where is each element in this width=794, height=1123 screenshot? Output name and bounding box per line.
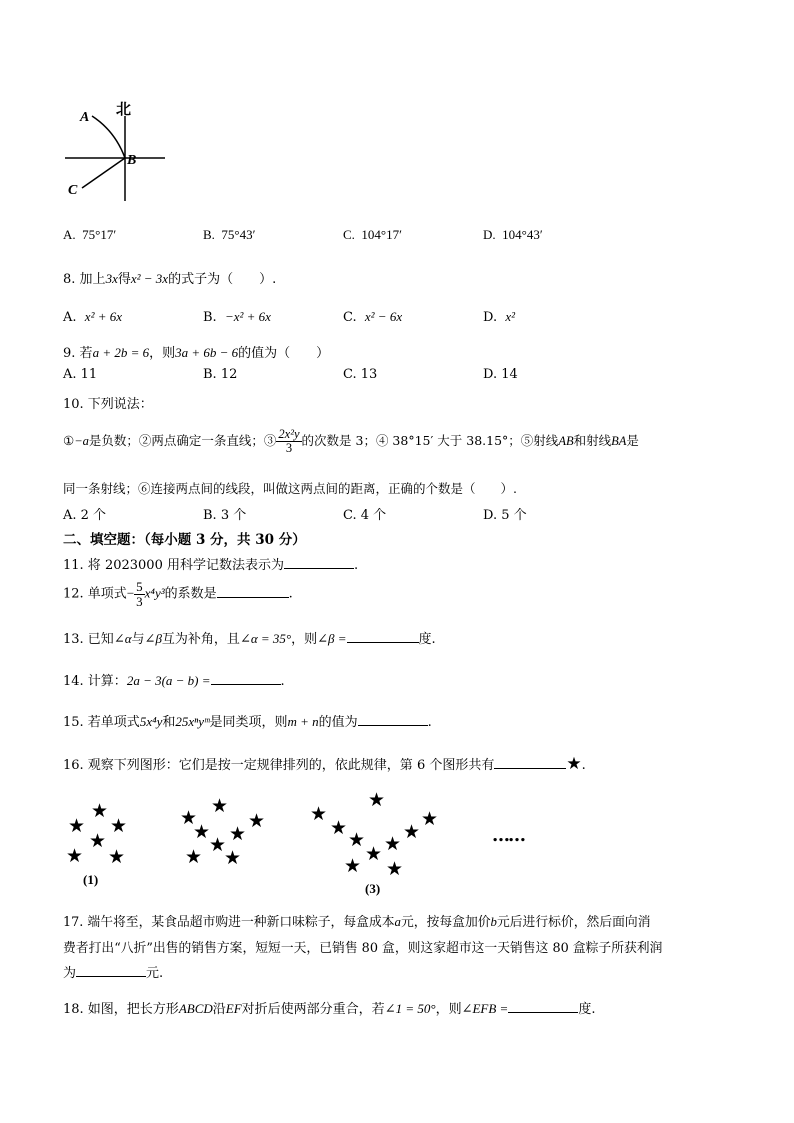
q8-option-c: C. x² − 6x (343, 309, 403, 325)
q9-option-a: A. 11 (63, 367, 98, 382)
star-icon: ★ (344, 855, 362, 877)
q7-option-b: B. 75°43′ (203, 227, 256, 242)
ray-ba (92, 116, 125, 158)
star-icon: ★ (566, 754, 582, 774)
q17-line3: 为 元. (63, 962, 163, 981)
point-a-label: A (80, 110, 90, 125)
star-icon: ★ (368, 789, 386, 811)
star-icon: ★ (108, 846, 126, 868)
star-icon: ★ (229, 823, 247, 845)
star-icon: ★ (68, 815, 86, 837)
star-icon: ★ (211, 795, 229, 817)
star-icon: ★ (110, 815, 128, 837)
point-b-label: B (127, 153, 137, 168)
q8-option-b: B. −x² + 6x (203, 309, 271, 325)
star-icon: ★ (365, 843, 383, 865)
q12: 12. 单项式− $\frac{5}{3}$ x⁴y³的系数是 . (63, 579, 293, 609)
q9-stem: 9. 若a + 2b = 6，则3a + 6b − 6的值为（ ） (63, 345, 330, 361)
q15: 15. 若单项式5x⁴y和25xⁿyᵐ是同类项，则m + n的值为 . (63, 711, 432, 730)
figure-3-label: (3) (365, 881, 381, 896)
q9-option-c: C. 13 (343, 367, 378, 382)
ellipsis: …… (492, 825, 524, 846)
q10-option-c: C. 4 个 (343, 508, 387, 523)
q7-option-d: D. 104°43′ (483, 227, 543, 242)
q17-blank[interactable] (76, 962, 146, 977)
star-icon: ★ (421, 808, 439, 830)
q13: 13. 已知∠α与∠β互为补角，且∠α = 35°，则∠β = 度. (63, 628, 436, 647)
q18-blank[interactable] (508, 998, 578, 1013)
section-2-title: 二、填空题：（每小题 3 分，共 30 分） (63, 532, 306, 548)
q18: 18. 如图，把长方形ABCD沿EF对折后使两部分重合，若∠1 = 50°，则∠EFB = 度. (63, 998, 595, 1017)
star-icon: ★ (330, 817, 348, 839)
star-icon: ★ (224, 847, 242, 869)
q12-fraction: $\frac{5}{3}$ (136, 579, 143, 609)
figure-1-label: (1) (83, 872, 99, 887)
q17-line1: 17. 端午将至，某食品超市购进一种新口味粽子，每盒成本a元，按每盒加价b元后进行标价，然后面向消 (63, 915, 651, 930)
q10-line1: ①−a是负数；②两点确定一条直线；③ $\frac{\text{2x²y}}{3}$ 的次数是 3；④ 38°15′ 大于 38.15°；⑤射线AB和射线BA是 (63, 427, 639, 456)
q7-option-a: A. 75°17′ (63, 227, 117, 242)
ray-bc (82, 158, 125, 188)
star-icon: ★ (91, 800, 109, 822)
star-icon: ★ (310, 803, 328, 825)
star-icon: ★ (403, 821, 421, 843)
q15-blank[interactable] (358, 711, 428, 726)
q12-blank[interactable] (217, 583, 289, 598)
star-icon: ★ (89, 830, 107, 852)
q16: 16. 观察下列图形：它们是按一定规律排列的，依此规律，第 6 个图形共有 ★. (63, 754, 586, 774)
q10-line2: 同一条射线；⑥连接两点间的线段，叫做这两点间的距离，正确的个数是（ ）. (63, 481, 517, 496)
q10-option-d: D. 5 个 (483, 508, 527, 523)
star-icon: ★ (185, 846, 203, 868)
star-icon: ★ (386, 858, 404, 880)
q8-option-a: A. x² + 6x (63, 309, 123, 325)
q13-blank[interactable] (347, 628, 419, 643)
q10-option-a: A. 2 个 (63, 508, 107, 523)
q11-blank[interactable] (284, 554, 354, 569)
q14: 14. 计算：2a − 3(a − b) = . (63, 670, 285, 689)
star-icon: ★ (348, 829, 366, 851)
star-icon: ★ (384, 833, 402, 855)
q9-option-b: B. 12 (203, 367, 238, 382)
star-icon: ★ (193, 821, 211, 843)
q8-stem: 8. 加上3x得x² − 3x的式子为（ ）. (63, 271, 277, 287)
star-icon: ★ (248, 810, 266, 832)
star-icon: ★ (66, 845, 84, 867)
q14-blank[interactable] (211, 670, 281, 685)
q11: 11. 将 2023000 用科学记数法表示为 . (63, 554, 358, 573)
q17-line2: 费者打出“八折”出售的销售方案，短短一天，已销售 80 盒，则这家超市这一天销售这 80 盒粽子所获利润 (63, 941, 663, 956)
q7-option-c: C. 104°17′ (343, 227, 402, 242)
q8-option-d: D. x² (483, 309, 516, 325)
q10-fraction: $\frac{\text{2x²y}}{3}$ (278, 427, 300, 456)
q10-option-b: B. 3 个 (203, 508, 247, 523)
north-label: 北 (116, 100, 132, 118)
star-icon: ★ (209, 834, 227, 856)
point-c-label: C (68, 183, 78, 198)
star-icon: ★ (180, 807, 198, 829)
q10-stem: 10. 下列说法： (63, 397, 153, 412)
q16-blank[interactable] (494, 754, 566, 769)
q9-option-d: D. 14 (483, 367, 518, 382)
